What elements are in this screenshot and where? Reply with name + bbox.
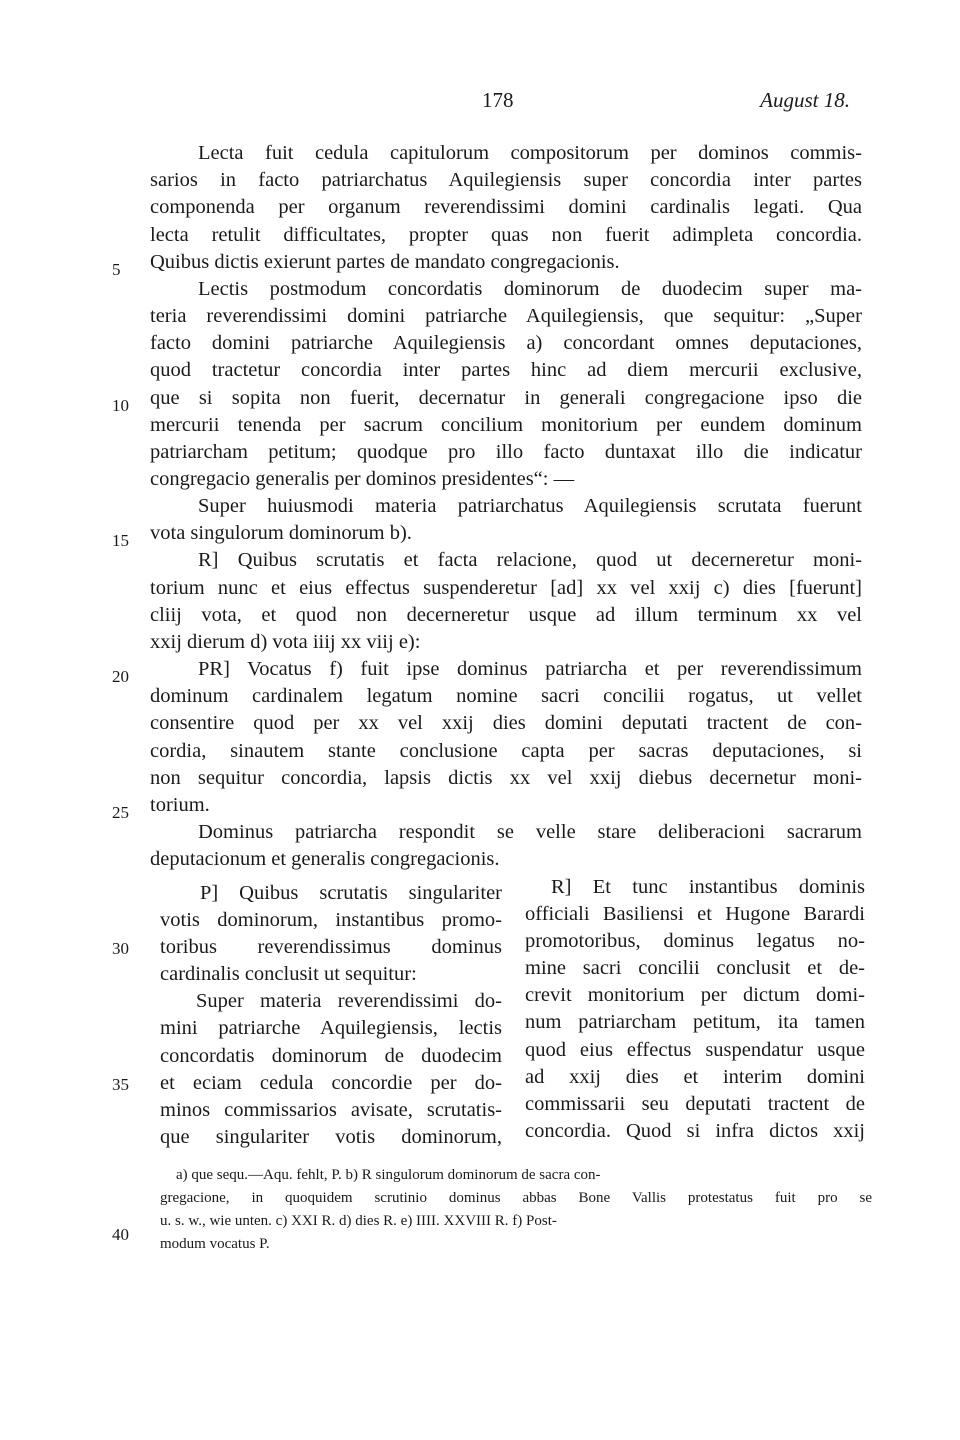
line-number: 10 — [112, 396, 129, 415]
footnote-line: modum vocatus P. — [160, 1236, 270, 1252]
body-line: PR] Vocatus f) fuit ipse dominus patriarcha et per reverendissimum — [198, 658, 862, 680]
body-line: que si sopita non fuerit, decernatur in generali congregacione ipso die — [150, 387, 862, 409]
body-line: cliij vota, et quod non decerneretur usque ad illum terminum xx vel — [150, 604, 862, 626]
body-line: Lecta fuit cedula capitulorum compositorum per dominos commis- — [198, 142, 862, 164]
footnote-line: u. s. w., wie unten. c) XXI R. d) dies R. e) IIII. XXVIII R. f) Post- — [160, 1213, 557, 1229]
right-column-line: num patriarcham petitum, ita tamen — [525, 1011, 865, 1033]
left-column-line: votis dominorum, instantibus promo- — [160, 909, 502, 931]
page-header — [0, 88, 960, 118]
body-line: xxij dierum d) vota iiij xx viij e): — [150, 631, 421, 653]
footnote-line: a) que sequ.—Aqu. fehlt, P. b) R singulorum dominorum de sacra con- — [176, 1167, 601, 1183]
right-column-line: ad xxij dies et interim domini — [525, 1066, 865, 1088]
left-column-line: toribus reverendissimus dominus — [160, 936, 502, 958]
body-line: lecta retulit difficultates, propter quas non fuerit adimpleta concordia. — [150, 224, 862, 246]
body-line: sarios in facto patriarchatus Aquilegiensis super concordia inter partes — [150, 169, 862, 191]
line-number: 40 — [112, 1225, 129, 1244]
line-number: 5 — [112, 260, 121, 279]
body-line: facto domini patriarche Aquilegiensis a) concordant omnes deputaciones, — [150, 332, 862, 354]
body-line: congregacio generalis per dominos presidentes“: — — [150, 468, 575, 490]
line-number: 30 — [112, 939, 129, 958]
body-line: patriarcham petitum; quodque pro illo facto duntaxat illo die indicatur — [150, 441, 862, 463]
body-line: consentire quod per xx vel xxij dies domini deputati tractent de con- — [150, 712, 862, 734]
left-column-line: P] Quibus scrutatis singulariter — [200, 882, 502, 904]
body-line: teria reverendissimi domini patriarche Aquilegiensis, que sequitur: „Super — [150, 305, 862, 327]
right-column-line: quod eius effectus suspendatur usque — [525, 1039, 865, 1061]
body-line: non sequitur concordia, lapsis dictis xx vel xxij diebus decernetur moni- — [150, 767, 862, 789]
body-line: quod tractetur concordia inter partes hinc ad diem mercurii exclusive, — [150, 359, 862, 381]
right-column-line: officiali Basiliensi et Hugone Barardi — [525, 903, 865, 925]
right-column-line: crevit monitorium per dictum domi- — [525, 984, 865, 1006]
line-number: 15 — [112, 531, 129, 550]
right-column-line: commissarii seu deputati tractent de — [525, 1093, 865, 1115]
body-line: torium nunc et eius effectus suspenderetur [ad] xx vel xxij c) dies [fuerunt] — [150, 577, 862, 599]
left-column-line: concordatis dominorum de duodecim — [160, 1045, 502, 1067]
left-column-line: cardinalis conclusit ut sequitur: — [160, 963, 417, 985]
body-line: mercurii tenenda per sacrum concilium monitorium per eundem dominum — [150, 414, 862, 436]
body-line: vota singulorum dominorum b). — [150, 522, 412, 544]
right-column-line: R] Et tunc instantibus dominis — [551, 876, 865, 898]
body-line: cordia, sinautem stante conclusione capta per sacras deputaciones, si — [150, 740, 862, 762]
body-line: dominum cardinalem legatum nomine sacri concilii rogatus, ut vellet — [150, 685, 862, 707]
right-column-line: promotoribus, dominus legatus no- — [525, 930, 865, 952]
body-line: Quibus dictis exierunt partes de mandato congregacionis. — [150, 251, 620, 273]
left-column-line: et eciam cedula concordie per do- — [160, 1072, 502, 1094]
left-column-line: Super materia reverendissimi do- — [196, 990, 502, 1012]
body-line: Lectis postmodum concordatis dominorum de duodecim super ma- — [198, 278, 862, 300]
right-column-line: mine sacri concilii conclusit et de- — [525, 957, 865, 979]
right-column-line: concordia. Quod si infra dictos xxij — [525, 1120, 865, 1142]
body-line: Super huiusmodi materia patriarchatus Aquilegiensis scrutata fuerunt — [198, 495, 862, 517]
line-number: 20 — [112, 667, 129, 686]
left-column-line: mini patriarche Aquilegiensis, lectis — [160, 1017, 502, 1039]
body-line: torium. — [150, 794, 210, 816]
body-line: componenda per organum reverendissimi domini cardinalis legati. Qua — [150, 196, 862, 218]
page-number: 178 — [482, 88, 514, 112]
body-line: Dominus patriarcha respondit se velle stare deliberacioni sacrarum — [198, 821, 862, 843]
body-line: deputacionum et generalis congregacionis. — [150, 848, 500, 870]
line-number: 25 — [112, 803, 129, 822]
running-head: August 18. — [760, 88, 850, 112]
left-column-line: minos commissarios avisate, scrutatis- — [160, 1099, 502, 1121]
line-number: 35 — [112, 1075, 129, 1094]
footnote-line: gregacione, in quoquidem scrutinio dominus abbas Bone Vallis protestatus fuit pro se — [160, 1190, 872, 1206]
left-column-line: que singulariter votis dominorum, — [160, 1126, 502, 1148]
body-line: R] Quibus scrutatis et facta relacione, quod ut decerneretur moni- — [198, 549, 862, 571]
